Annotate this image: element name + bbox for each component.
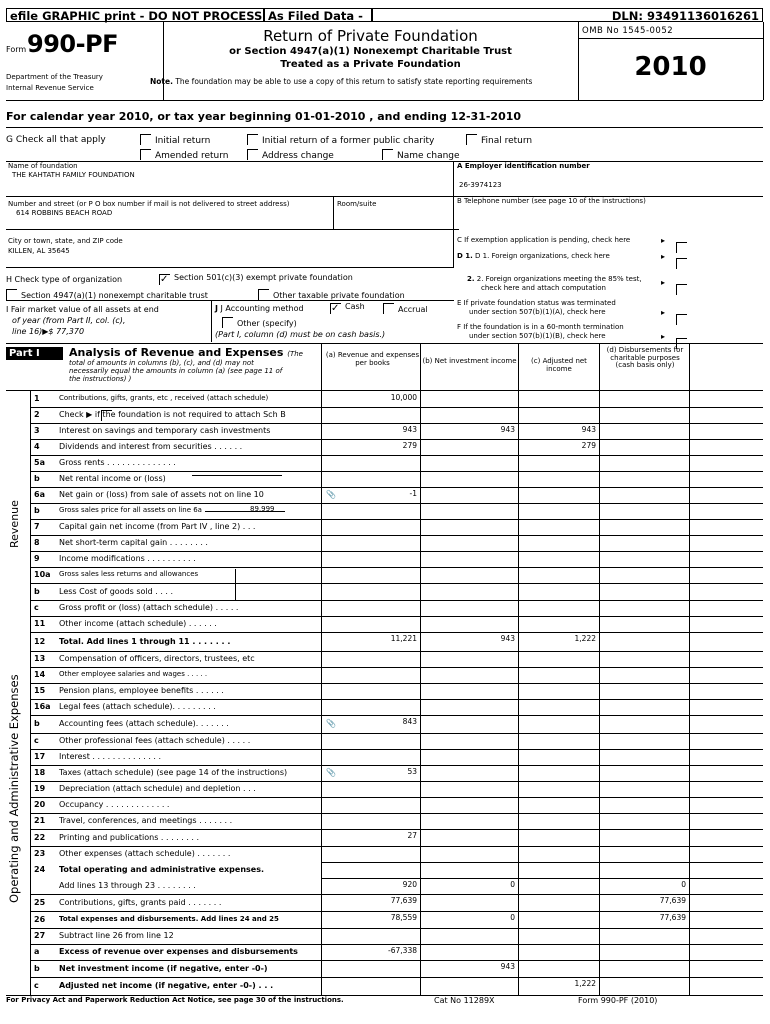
city-value: KILLEN, AL 35645: [8, 247, 70, 255]
line-description: Interest on savings and temporary cash investments: [59, 426, 271, 435]
line-number: 20: [34, 800, 46, 809]
part-desc-3: the instructions) ): [69, 375, 132, 383]
phone-label: B Telephone number (see page 10 of the instructions): [457, 197, 646, 205]
col-d-header: (d) Disbursements for charitable purposes (cash basis only): [606, 346, 684, 370]
line-number: 25: [34, 898, 46, 907]
line-number: 24: [34, 865, 46, 874]
cell-a: 10,000: [390, 393, 417, 402]
form-subtitle-2: Treated as a Private Foundation: [280, 59, 461, 70]
line2-checkbox[interactable]: [101, 410, 112, 421]
col-b-header: (b) Net investment income: [422, 357, 517, 365]
line-description: Printing and publications . . . . . . . .: [59, 833, 200, 842]
arrow-icon: ▸: [661, 252, 666, 261]
line-number: 14: [34, 670, 46, 679]
cell-c: 1,222: [574, 979, 596, 988]
line-number: 1: [34, 394, 40, 403]
line-description: Income modifications . . . . . . . . . .: [59, 554, 196, 563]
attachment-icon[interactable]: 📎: [326, 490, 336, 499]
efile-banner: efile GRAPHIC print - DO NOT PROCESS: [6, 8, 264, 22]
cell-c: 279: [581, 441, 596, 450]
line-description: Net gain or (loss) from sale of assets not on line 10: [59, 490, 264, 499]
line-description: Subtract line 26 from line 12: [59, 931, 174, 940]
fmv-label-1: I Fair market value of all assets at end: [6, 305, 159, 314]
line-description: Gross sales less returns and allowances: [59, 570, 199, 578]
cell-b: 0: [510, 913, 515, 922]
line-description: Other income (attach schedule) . . . . . .: [59, 619, 217, 628]
org-type-label: H Check type of organization: [6, 275, 123, 284]
exemption-pending-label: C If exemption application is pending, check here: [457, 236, 631, 244]
cell-a: 279: [402, 441, 417, 450]
line-number: 21: [34, 816, 46, 825]
form-subtitle-1: or Section 4947(a)(1) Nonexempt Charitable Trust: [229, 46, 512, 57]
line-description: Total. Add lines 1 through 11 . . . . . . .: [59, 637, 231, 646]
dln: DLN: 93491136016261: [372, 8, 763, 22]
line-number: 26: [34, 915, 46, 924]
line-number: c: [34, 981, 39, 990]
accrual-checkbox[interactable]: Accrual: [383, 303, 428, 314]
calendar-year-line: For calendar year 2010, or tax year beginning 01-01-2010 , and ending 12-31-2010: [6, 110, 522, 123]
cell-a: 77,639: [390, 896, 417, 905]
other-specify-checkbox[interactable]: Other (specify): [222, 317, 297, 328]
line-description: Contributions, gifts, grants, etc , received (attach schedule): [59, 394, 269, 402]
line-number: b: [34, 964, 40, 973]
part-title: Analysis of Revenue and Expenses (The: [69, 346, 303, 359]
section-501c3-checkbox[interactable]: ✓ Section 501(c)(3) exempt private foundation: [160, 273, 353, 285]
fmv-label-2: of year (from Part II, col. (c),: [12, 316, 126, 325]
foreign-85-label-1: 2. 2. Foreign organizations meeting the 85% test,: [467, 275, 642, 283]
line-description: Other employee salaries and wages . . . . .: [59, 670, 208, 678]
check-all-label: G Check all that apply: [6, 135, 106, 145]
line-description: Add lines 13 through 23 . . . . . . . .: [59, 881, 196, 890]
revenue-side-label: Revenue: [8, 500, 21, 548]
line-number: 2: [34, 410, 40, 419]
arrow-icon: ▸: [661, 332, 666, 341]
address-change-checkbox[interactable]: Address change: [247, 149, 334, 161]
arrow-icon: ▸: [661, 236, 666, 245]
foundation-name-label: Name of foundation: [8, 162, 78, 170]
line-number: 12: [34, 637, 46, 646]
fmv-value: line 16)▶$ 77,370: [12, 327, 85, 336]
cell-a: -1: [409, 489, 417, 498]
foreign-org-checkbox[interactable]: [676, 252, 691, 271]
line-number: 4: [34, 442, 40, 451]
form-note: Note. The foundation may be able to use a copy of this return to satisfy state reporting requirements: [150, 77, 533, 86]
accounting-method-label: J J Accounting method: [215, 304, 304, 313]
cell-b: 943: [500, 962, 515, 971]
line-description: Legal fees (attach schedule). . . . . . . . .: [59, 702, 216, 711]
amended-return-checkbox[interactable]: Amended return: [140, 149, 229, 161]
dept-line-2: Internal Revenue Service: [6, 84, 94, 92]
cell-a: 27: [407, 831, 417, 840]
line-description: Total expenses and disbursements. Add lines 24 and 25: [59, 915, 279, 923]
cell-d: 77,639: [659, 913, 686, 922]
other-taxable-checkbox[interactable]: Other taxable private foundation: [258, 289, 405, 300]
line-number: 13: [34, 654, 46, 663]
terminated-label-1: E If private foundation status was terminated: [457, 299, 616, 307]
line-description: Net rental income or (loss): [59, 474, 166, 483]
omb-number: OMB No 1545-0052: [582, 26, 674, 36]
form-number: 990-PF: [27, 30, 119, 58]
line-description: Gross profit or (loss) (attach schedule) . . . . .: [59, 603, 239, 612]
dept-line-1: Department of the Treasury: [6, 73, 103, 81]
catalog-number: Cat No 11289X: [434, 996, 495, 1005]
city-label: City or town, state, and ZIP code: [8, 237, 123, 245]
line-description: Check ▶ if the foundation is not required to attach Sch B: [59, 410, 286, 419]
col-a-header: (a) Revenue and expenses per books: [325, 351, 420, 368]
cell-a: 53: [407, 767, 417, 776]
section-4947-checkbox[interactable]: Section 4947(a)(1) nonexempt charitable trust: [6, 289, 208, 300]
line-number: 17: [34, 752, 46, 761]
cell-d: 0: [681, 880, 686, 889]
sixty-month-label-1: F If the foundation is in a 60-month termination: [457, 323, 624, 331]
name-change-checkbox[interactable]: Name change: [382, 149, 460, 161]
line-description: Compensation of officers, directors, trustees, etc: [59, 654, 255, 663]
line-description: Capital gain net income (from Part IV , line 2) . . .: [59, 522, 256, 531]
room-label: Room/suite: [337, 200, 377, 208]
line-number: 9: [34, 554, 40, 563]
line-description: Gross sales price for all assets on line 6a: [59, 506, 202, 514]
line-number: b: [34, 474, 40, 483]
part-desc-2: necessarily equal the amounts in column (a) (see page 11 of: [69, 367, 283, 375]
line-number: 22: [34, 833, 46, 842]
net-rental-field[interactable]: [192, 475, 282, 476]
line-number: b: [34, 506, 40, 515]
line-description: Adjusted net income (if negative, enter -0-) . . .: [59, 981, 274, 990]
foreign-85-label-2: check here and attach computation: [481, 284, 606, 292]
foundation-name: THE KAHTATH FAMILY FOUNDATION: [12, 171, 135, 179]
line-number: b: [34, 719, 40, 728]
line-number: 15: [34, 686, 46, 695]
cell-a: -67,338: [388, 946, 417, 955]
line-description: Dividends and interest from securities . . . . . .: [59, 442, 243, 451]
line-number: b: [34, 587, 40, 596]
cell-a: 943: [402, 425, 417, 434]
form-title: Return of Private Foundation: [263, 27, 478, 45]
final-return-checkbox[interactable]: Final return: [466, 134, 532, 146]
cell-d: 77,639: [659, 896, 686, 905]
attachment-icon[interactable]: 📎: [326, 768, 336, 777]
line-description: Other expenses (attach schedule) . . . . . . .: [59, 849, 231, 858]
line-description: Gross rents . . . . . . . . . . . . . .: [59, 458, 176, 467]
col-c-header: (c) Adjusted net income: [531, 357, 587, 374]
ein-label: A Employer identification number: [457, 162, 590, 170]
initial-return-former-checkbox[interactable]: Initial return of a former public charity: [247, 134, 434, 146]
cell-a: 78,559: [390, 913, 417, 922]
line-number: 3: [34, 426, 40, 435]
cell-c: 943: [581, 425, 596, 434]
cell-b: 0: [510, 880, 515, 889]
initial-return-checkbox[interactable]: Initial return: [140, 134, 210, 146]
part-desc-1: total of amounts in columns (b), (c), and (d) may not: [69, 359, 254, 367]
line-description: Accounting fees (attach schedule). . . . . . .: [59, 719, 229, 728]
line-number: 10a: [34, 570, 51, 579]
line-number: 5a: [34, 458, 45, 467]
cash-checkbox[interactable]: ✓ Cash: [331, 302, 365, 314]
line-number: 18: [34, 768, 46, 777]
form-footer: Form 990-PF (2010): [578, 996, 658, 1005]
line-description: Excess of revenue over expenses and disbursements: [59, 947, 298, 956]
cell-a: 920: [402, 880, 417, 889]
tax-year: 2010: [634, 52, 707, 82]
terminated-checkbox[interactable]: [676, 308, 691, 327]
line-number: 11: [34, 619, 46, 628]
line-number: 23: [34, 849, 46, 858]
foreign-85-checkbox[interactable]: [676, 278, 691, 297]
line-description: Travel, conferences, and meetings . . . . . . .: [59, 816, 233, 825]
line-description: Depreciation (attach schedule) and depletion . . .: [59, 784, 256, 793]
cell-a: 843: [402, 717, 417, 726]
line-description: Net investment income (if negative, enter -0-): [59, 964, 268, 973]
street-value: 614 ROBBINS BEACH ROAD: [16, 209, 113, 217]
line-description: Contributions, gifts, grants paid . . . . . . .: [59, 898, 222, 907]
line-number: 7: [34, 522, 40, 531]
sixty-month-label-2: under section 507(b)(1)(B), check here: [469, 332, 606, 340]
line-description: Occupancy . . . . . . . . . . . . .: [59, 800, 170, 809]
line-number: 16a: [34, 702, 51, 711]
cell-b: 943: [500, 634, 515, 643]
cell-c: 1,222: [574, 634, 596, 643]
asfiled-banner: As Filed Data -: [264, 8, 372, 22]
gross-sales-6b-value: 89,999: [250, 505, 275, 513]
line-description: Interest . . . . . . . . . . . . . .: [59, 752, 162, 761]
line-number: 8: [34, 538, 40, 547]
line-description: Other professional fees (attach schedule) . . . . .: [59, 736, 251, 745]
expenses-side-label: Operating and Administrative Expenses: [7, 674, 21, 903]
line-description: Taxes (attach schedule) (see page 14 of the instructions): [59, 768, 288, 777]
terminated-label-2: under section 507(b)(1)(A), check here: [469, 308, 606, 316]
line-number: a: [34, 947, 40, 956]
foreign-org-label: D 1. D 1. Foreign organizations, check here: [457, 252, 610, 260]
attachment-icon[interactable]: 📎: [326, 719, 336, 728]
line-number: 27: [34, 931, 46, 940]
form-prefix: Form: [6, 45, 27, 54]
line-description: Less Cost of goods sold . . . .: [59, 587, 174, 596]
line-number: 6a: [34, 490, 45, 499]
privacy-notice: For Privacy Act and Paperwork Reduction Act Notice, see page 30 of the instructions.: [6, 996, 344, 1004]
line-description: Pension plans, employee benefits . . . . . .: [59, 686, 224, 695]
line-number: c: [34, 736, 39, 745]
part-label: Part I: [6, 347, 63, 360]
ein-value: 26-3974123: [459, 181, 502, 189]
line-number: c: [34, 603, 39, 612]
line-description: Net short-term capital gain . . . . . . . .: [59, 538, 208, 547]
line-number: 19: [34, 784, 46, 793]
street-label: Number and street (or P O box number if mail is not delivered to street address): [8, 200, 290, 208]
arrow-icon: ▸: [661, 278, 666, 287]
accounting-note: (Part I, column (d) must be on cash basis.): [215, 330, 386, 339]
arrow-icon: ▸: [661, 308, 666, 317]
cell-a: 11,221: [390, 634, 417, 643]
cell-b: 943: [500, 425, 515, 434]
line-description: Total operating and administrative expenses.: [59, 865, 264, 874]
